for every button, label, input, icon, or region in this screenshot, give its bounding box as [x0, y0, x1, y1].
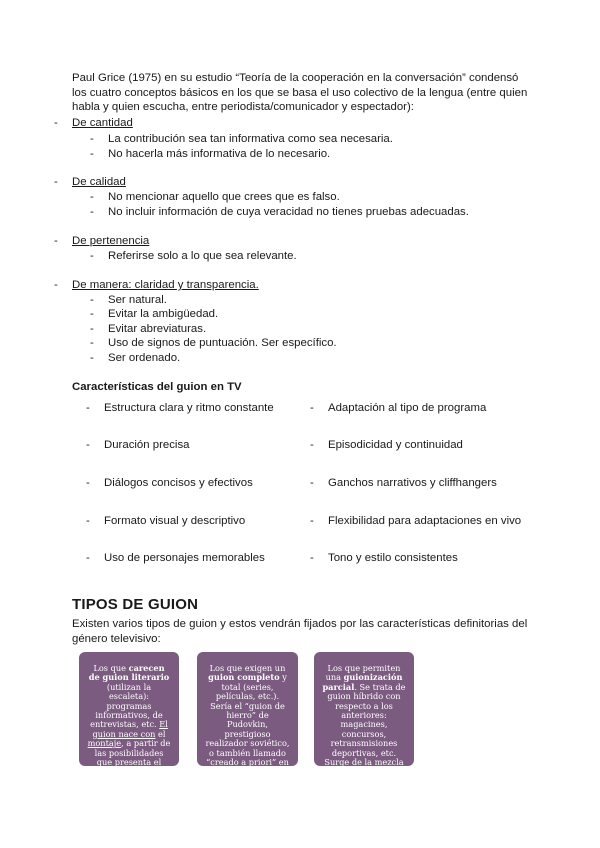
list-item: - Evitar abreviaturas. [90, 323, 207, 335]
feature-item: - Formato visual y descriptivo [86, 515, 246, 527]
list-item: - Uso de signos de puntuación. Ser específico. [90, 337, 337, 349]
list-item: - No hacerla más informativa de lo necesario. [90, 148, 331, 160]
feature-item: - Uso de personajes memorables [86, 552, 265, 564]
feature-item: - Adaptación al tipo de programa [310, 402, 487, 414]
feature-item: - Estructura clara y ritmo constante [86, 402, 274, 414]
bullet-dash: - [54, 235, 58, 247]
intro-paragraph [72, 71, 532, 115]
guion-card-1: Los que carecen de guion literario (utilizan la escaleta): programas informativos, de entrevistas, etc. El guion nace con el montaje, a partir de las posibilidades que presenta el material. [79, 652, 179, 766]
bullet-dash: - [54, 176, 58, 188]
list-item: - La contribución sea tan informativa como sea necesaria. [90, 133, 393, 145]
maxim-title: De cantidad [72, 117, 133, 129]
tipos-heading: TIPOS DE GUION [72, 596, 199, 613]
feature-item: - Duración precisa [86, 439, 190, 451]
feature-item: - Episodicidad y continuidad [310, 439, 463, 451]
bullet-dash: - [54, 117, 58, 129]
guion-card-3: Los que permiten una guionización parcial. Se trata de guion híbrido con respecto a los anteriores: magacines, concursos, retransmisiones deportivas, etc. Surge de la mezcla entre guion literario y escaleta. [314, 652, 414, 766]
feature-item: - Diálogos concisos y efectivos [86, 477, 253, 489]
features-heading: Características del guion en TV [72, 381, 242, 393]
guion-card-2: Los que exigen un guion completo y total (series, películas, etc.). Sería el “guion de hierro” de Pudovkin, prestigioso realizador soviético, o también llamado “creado a priori” en el que todo está previsto. [197, 652, 298, 766]
intro-text: Paul Grice (1975) en su estudio “Teoría de la cooperación en la conversación” condensó los cuatro conceptos básicos en los que se basa el uso colectivo de la lengua (entre quien habla y quien escucha, entre periodista/comunicador y espectador): [72, 72, 528, 114]
feature-item: - Tono y estilo consistentes [310, 552, 458, 564]
list-item: - Referirse solo a lo que sea relevante. [90, 250, 297, 262]
feature-item: - Ganchos narrativos y cliffhangers [310, 477, 497, 489]
bullet-dash: - [54, 279, 58, 291]
list-item: - No mencionar aquello que crees que es falso. [90, 191, 340, 203]
list-item: - Ser ordenado. [90, 352, 181, 364]
list-item: - Evitar la ambigüedad. [90, 308, 219, 320]
tipos-paragraph: Existen varios tipos de guion y estos vendrán fijados por las características definitorias del género televisivo: [72, 618, 528, 645]
maxim-title: De pertenencia [72, 235, 150, 247]
list-item: - Ser natural. [90, 294, 167, 306]
feature-item: - Flexibilidad para adaptaciones en vivo [310, 515, 522, 527]
maxim-title: De manera: claridad y transparencia. [72, 279, 259, 291]
maxim-title: De calidad [72, 176, 126, 188]
list-item: - No incluir información de cuya veracidad no tienes pruebas adecuadas. [90, 206, 469, 218]
